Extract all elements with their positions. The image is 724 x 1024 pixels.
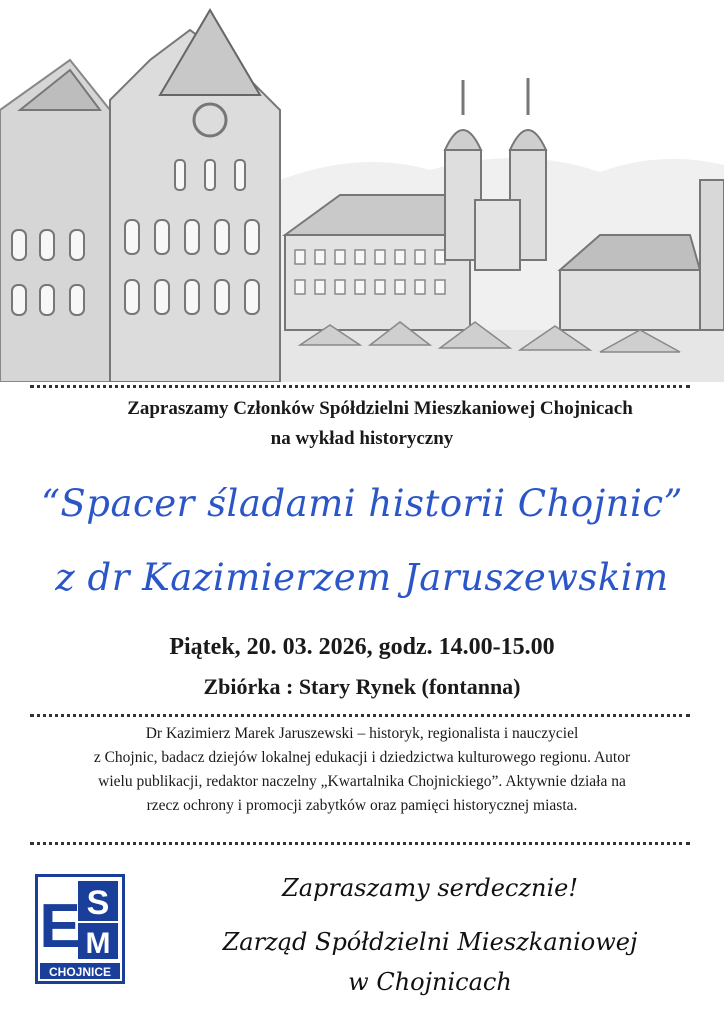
old-town-market-square-illustration-icon xyxy=(0,0,724,382)
meeting-point: Zbiórka : Stary Rynek (fontanna) xyxy=(203,674,521,699)
logo-letter-s: S xyxy=(86,884,110,922)
lecture-title: “Spacer śladami historii Chojnic” xyxy=(41,482,683,525)
closing-greeting: Zapraszamy serdecznie! xyxy=(282,874,578,902)
invitation-line-1: Zapraszamy Członków Spółdzielni Mieszkaniowej Chojnicach xyxy=(127,398,633,419)
cooperative-logo xyxy=(35,874,125,984)
event-date-time: Piątek, 20. 03. 2026, godz. 14.00-15.00 xyxy=(169,634,555,660)
logo-letter-m: M xyxy=(85,927,111,960)
dotted-divider-bottom xyxy=(30,842,690,845)
closing-location: w Chojnicach xyxy=(348,968,512,996)
bio-line: wielu publikacji, redaktor naczelny „Kwartalnika Chojnickiego”. Aktywnie działa na xyxy=(98,773,626,790)
dotted-divider-middle xyxy=(30,714,690,717)
bio-line: z Chojnic, badacz dziejów lokalnej edukacji i dziedzictwa kulturowego regionu. Autor xyxy=(93,749,631,766)
header-illustration xyxy=(0,0,724,382)
logo-caption: CHOJNICE xyxy=(48,965,112,979)
esm-logo-icon xyxy=(38,877,122,981)
invitation-line-2: na wykład historyczny xyxy=(270,428,454,449)
closing-signature: Zarząd Spółdzielni Mieszkaniowej xyxy=(222,928,638,956)
logo-letter-e: E xyxy=(39,892,81,961)
lecturer-bio xyxy=(30,722,694,818)
bio-line: Dr Kazimierz Marek Jaruszewski – historyk, regionalista i nauczyciel xyxy=(145,725,579,742)
dotted-divider-top xyxy=(30,385,690,388)
lecturer-name: z dr Kazimierzem Jaruszewskim xyxy=(55,556,669,599)
bio-line: rzecz ochrony i promocji zabytków oraz pamięci historycznej miasta. xyxy=(146,797,578,814)
